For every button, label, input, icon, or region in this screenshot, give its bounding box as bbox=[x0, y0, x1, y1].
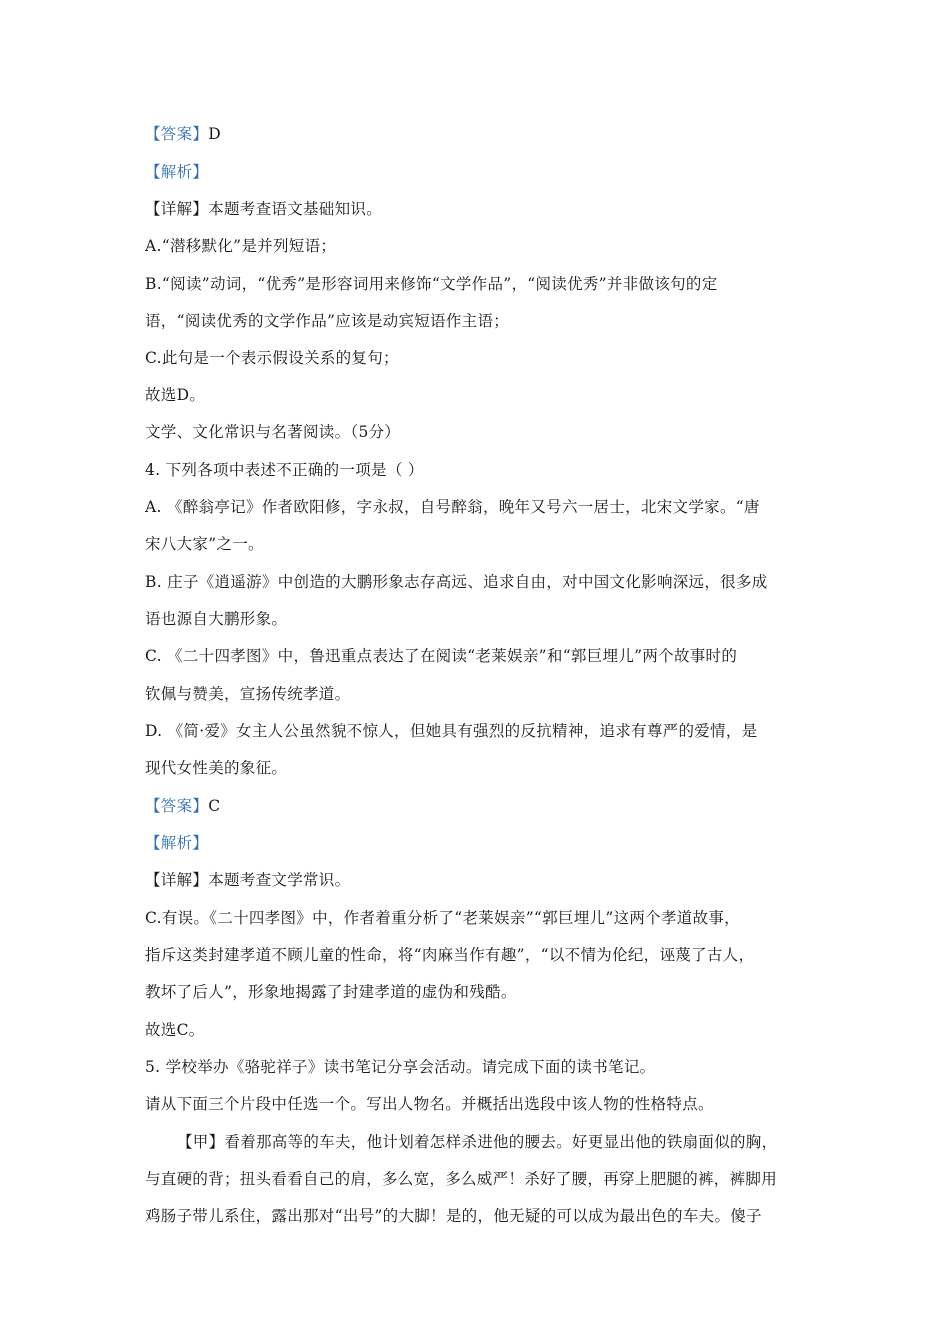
q3-analysis-a: A.“潜移默化”是并列短语； bbox=[145, 237, 337, 255]
answer-tag: 【答案】 bbox=[145, 125, 209, 143]
q4-option-a-line2: 宋八大家”之一。 bbox=[145, 535, 264, 553]
q4-stem: 4. 下列各项中表述不正确的一项是（ ） bbox=[145, 461, 424, 479]
q3-analysis-b-line1: B.“阅读”动词，“优秀”是形容词用来修饰“文学作品”，“阅读优秀”并非做该句的定 bbox=[145, 275, 718, 293]
answer-value: D bbox=[208, 125, 221, 143]
q4-option-c-line1: C. 《二十四孝图》中，鲁迅重点表达了在阅读“老莱娱亲”和“郭巨埋儿”两个故事时的 bbox=[145, 647, 738, 665]
q3-analysis-c: C.此句是一个表示假设关系的复句； bbox=[145, 349, 399, 367]
q4-option-c-line2: 钦佩与赞美，宣扬传统孝道。 bbox=[145, 685, 351, 703]
q4-option-d-line1: D. 《简·爱》女主人公虽然貌不惊人，但她具有强烈的反抗精神，追求有尊严的爱情，是 bbox=[145, 722, 758, 740]
q4-detail-line bbox=[145, 870, 810, 890]
q4-option-d-line2: 现代女性美的象征。 bbox=[145, 759, 288, 777]
q5-stem: 5. 学校举办《骆驼祥子》读书笔记分享会活动。请完成下面的读书笔记。 bbox=[145, 1058, 656, 1076]
detail-tag: 【详解】 bbox=[145, 200, 209, 218]
q4-conclusion: 故选C。 bbox=[145, 1021, 205, 1039]
q3-analysis-b-line2: 语，“阅读优秀的文学作品”应该是动宾短语作主语； bbox=[145, 312, 510, 330]
detail-text: 本题考查文学常识。 bbox=[208, 871, 351, 889]
q3-analysis-tag-line bbox=[145, 162, 810, 182]
q5-passage-line1: 【甲】看着那高等的车夫，他计划着怎样杀进他的腰去。好更显出他的铁扇面似的胸， bbox=[177, 1133, 778, 1151]
q4-analysis-tag-line bbox=[145, 833, 810, 853]
section-heading: 文学、文化常识与名著阅读。（5分） bbox=[145, 423, 401, 441]
q4-analysis-c-line3: 教坏了后人”，形象地揭露了封建孝道的虚伪和残酷。 bbox=[145, 983, 517, 1001]
q4-option-b-line2: 语也源自大鹏形象。 bbox=[145, 610, 288, 628]
q3-detail-line bbox=[145, 199, 810, 219]
q3-conclusion: 故选D。 bbox=[145, 386, 206, 404]
answer-tag: 【答案】 bbox=[145, 797, 209, 815]
detail-tag: 【详解】 bbox=[145, 871, 209, 889]
q4-analysis-c-line1: C.有误。《二十四孝图》中，作者着重分析了“老莱娱亲”“郭巨埋儿”这两个孝道故事， bbox=[145, 909, 740, 927]
analysis-tag: 【解析】 bbox=[145, 834, 209, 852]
answer-value: C bbox=[208, 797, 221, 815]
q4-analysis-c-line2: 指斥这类封建孝道不顾儿童的性命，将“肉麻当作有趣”，“以不情为伦纪，诬蔑了古人， bbox=[145, 946, 755, 964]
q5-passage-line2: 与直硬的背；扭头看看自己的肩，多么宽，多么威严！杀好了腰，再穿上肥腿的裤，裤脚用 bbox=[145, 1170, 778, 1188]
detail-text: 本题考查语文基础知识。 bbox=[208, 200, 383, 218]
q4-option-a-line1: A. 《醉翁亭记》作者欧阳修，字永叔，自号醉翁，晚年又号六一居士，北宋文学家。“唐 bbox=[145, 498, 760, 516]
q3-answer-line bbox=[145, 124, 810, 144]
analysis-tag: 【解析】 bbox=[145, 163, 209, 181]
q4-answer-line bbox=[145, 796, 810, 816]
q5-instruction: 请从下面三个片段中任选一个。写出人物名。并概括出选段中该人物的性格特点。 bbox=[145, 1095, 714, 1113]
q4-option-b-line1: B. 庄子《逍遥游》中创造的大鹏形象志存高远、追求自由，对中国文化影响深远，很多成 bbox=[145, 573, 768, 591]
q5-passage-line3: 鸡肠子带儿系住，露出那对“出号”的大脚！是的，他无疑的可以成为最出色的车夫。傻子 bbox=[145, 1207, 762, 1225]
